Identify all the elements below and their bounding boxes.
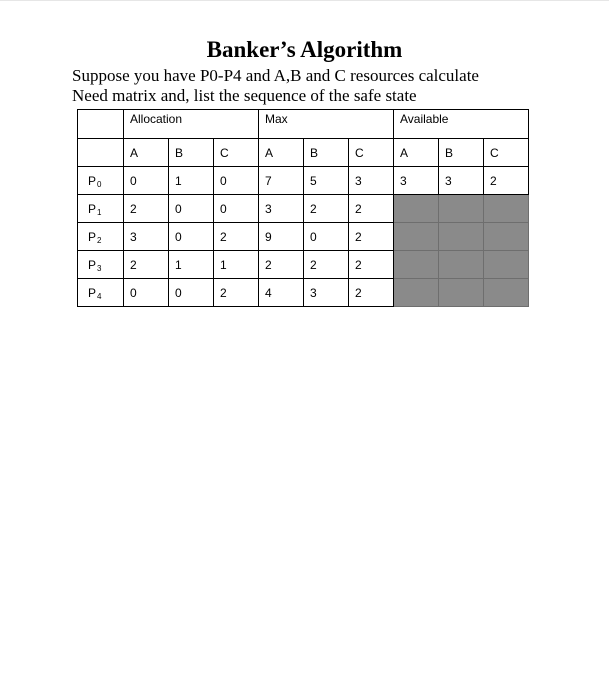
allocation-c: 2 (214, 223, 259, 251)
available-header: Available (394, 110, 529, 139)
allocation-c: 0 (214, 195, 259, 223)
max-c: 2 (349, 251, 394, 279)
max-b: 5 (304, 167, 349, 195)
document-title: Banker’s Algorithm (206, 37, 403, 62)
available-col-c: C (484, 139, 529, 167)
allocation-b: 0 (169, 279, 214, 307)
column-header-corner (78, 139, 124, 167)
max-col-a: A (259, 139, 304, 167)
max-header: Max (259, 110, 394, 139)
allocation-b: 1 (169, 251, 214, 279)
shaded-available-cell (484, 223, 529, 251)
max-a: 3 (259, 195, 304, 223)
max-b: 2 (304, 251, 349, 279)
shaded-available-cell (484, 251, 529, 279)
shaded-available-cell (439, 279, 484, 307)
max-c: 2 (349, 223, 394, 251)
group-header-row (78, 110, 529, 139)
allocation-a: 0 (124, 279, 169, 307)
max-col-c: C (349, 139, 394, 167)
process-name: P2 (78, 223, 124, 251)
shaded-available-cell (394, 195, 439, 223)
shaded-available-cell (484, 195, 529, 223)
table-row (78, 251, 529, 279)
max-a: 9 (259, 223, 304, 251)
max-c: 3 (349, 167, 394, 195)
process-name: P4 (78, 279, 124, 307)
bankers-table (77, 109, 529, 307)
max-a: 2 (259, 251, 304, 279)
corner-cell (78, 110, 124, 139)
available-c: 2 (484, 167, 529, 195)
statement-line-1: Suppose you have P0-P4 and A,B and C resources calculate (72, 66, 479, 85)
available-col-a: A (394, 139, 439, 167)
table-row (78, 223, 529, 251)
column-header-row (78, 139, 529, 167)
process-name: P3 (78, 251, 124, 279)
max-a: 7 (259, 167, 304, 195)
statement-line-2: Need matrix and, list the sequence of the safe state (72, 86, 417, 105)
shaded-available-cell (394, 223, 439, 251)
max-b: 3 (304, 279, 349, 307)
allocation-b: 0 (169, 223, 214, 251)
max-c: 2 (349, 279, 394, 307)
shaded-available-cell (394, 251, 439, 279)
table-row (78, 167, 529, 195)
table-row (78, 195, 529, 223)
table-row (78, 279, 529, 307)
allocation-b: 1 (169, 167, 214, 195)
allocation-col-a: A (124, 139, 169, 167)
max-b: 2 (304, 195, 349, 223)
available-b: 3 (439, 167, 484, 195)
allocation-b: 0 (169, 195, 214, 223)
shaded-available-cell (394, 279, 439, 307)
available-a: 3 (394, 167, 439, 195)
allocation-a: 2 (124, 195, 169, 223)
allocation-col-c: C (214, 139, 259, 167)
max-a: 4 (259, 279, 304, 307)
available-col-b: B (439, 139, 484, 167)
shaded-available-cell (484, 279, 529, 307)
shaded-available-cell (439, 195, 484, 223)
problem-statement (72, 66, 592, 106)
allocation-c: 0 (214, 167, 259, 195)
allocation-c: 2 (214, 279, 259, 307)
allocation-c: 1 (214, 251, 259, 279)
max-b: 0 (304, 223, 349, 251)
max-c: 2 (349, 195, 394, 223)
allocation-header: Allocation (124, 110, 259, 139)
allocation-a: 3 (124, 223, 169, 251)
shaded-available-cell (439, 223, 484, 251)
shaded-available-cell (439, 251, 484, 279)
top-divider (0, 0, 609, 1)
allocation-col-b: B (169, 139, 214, 167)
allocation-a: 0 (124, 167, 169, 195)
process-name: P1 (78, 195, 124, 223)
max-col-b: B (304, 139, 349, 167)
process-name: P0 (78, 167, 124, 195)
allocation-a: 2 (124, 251, 169, 279)
